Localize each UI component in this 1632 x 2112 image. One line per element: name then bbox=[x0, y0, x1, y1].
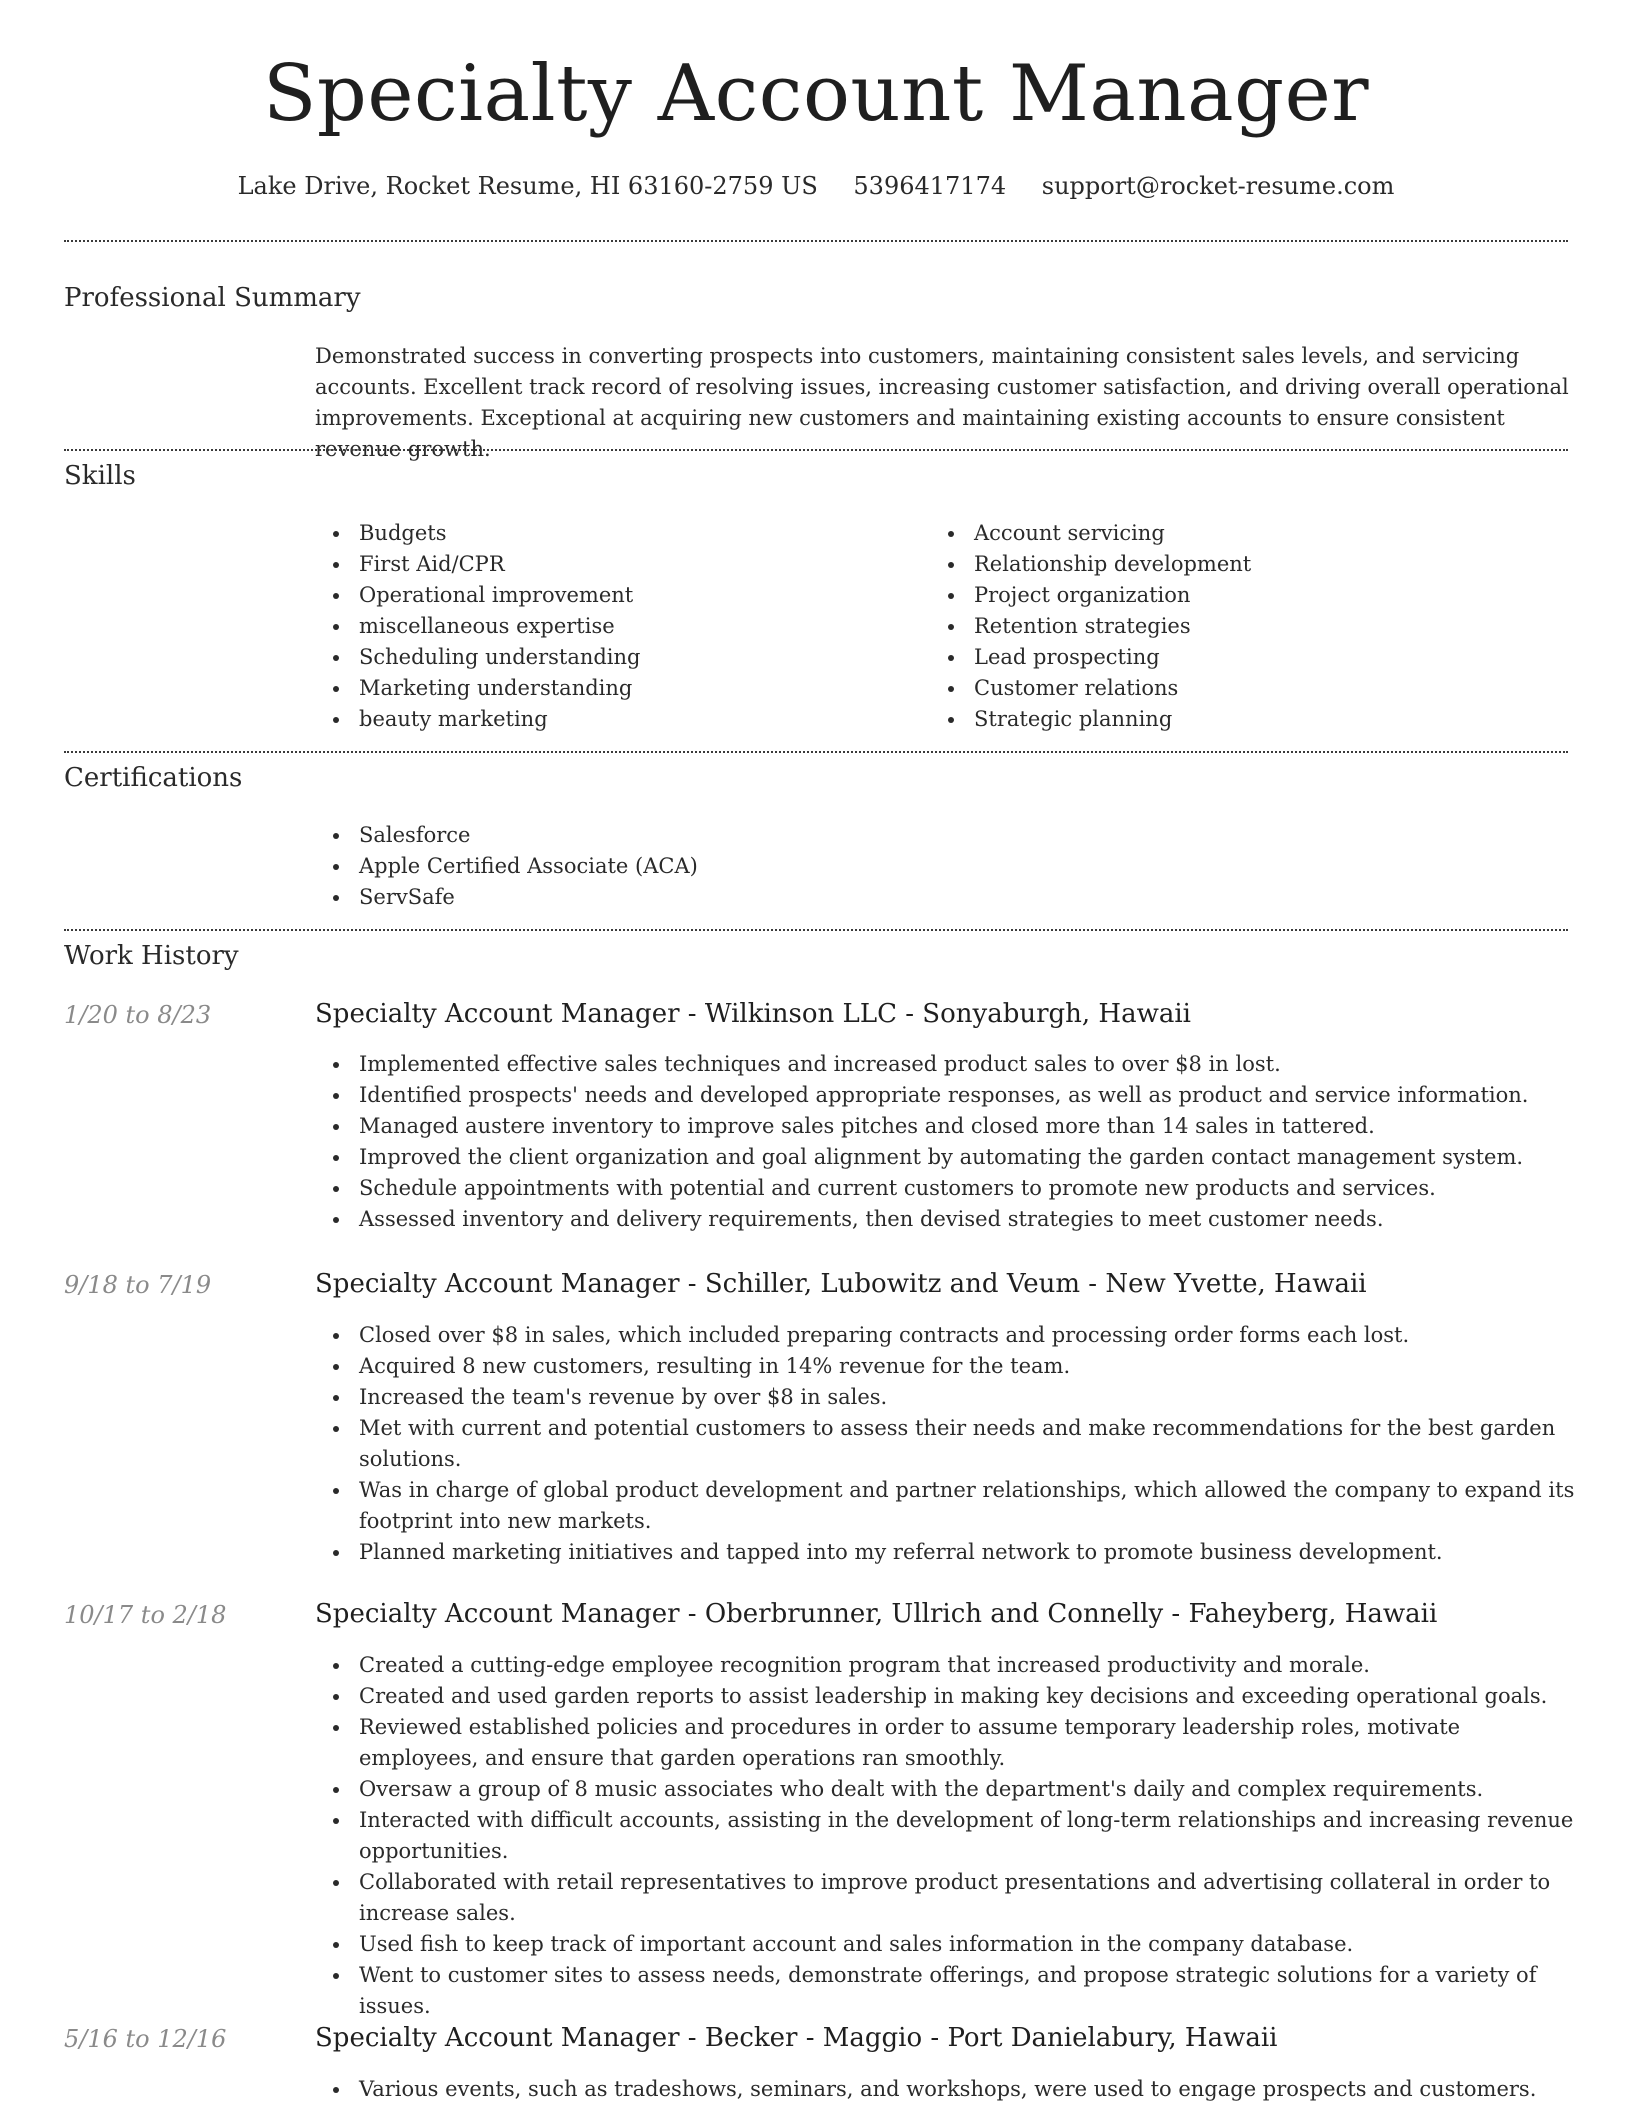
job-bullet: Oversaw a group of 8 music associates who dealt with the department's daily and complex requirements. bbox=[315, 1774, 1585, 1805]
job-title: Specialty Account Manager - Wilkinson LLC - Sonyaburgh, Hawaii bbox=[315, 999, 1191, 1029]
job-bullet: Identified prospects' needs and developed appropriate responses, as well as product and service information. bbox=[315, 1080, 1585, 1111]
job-dates: 5/16 to 12/16 bbox=[64, 2025, 227, 2053]
job-dates: 10/17 to 2/18 bbox=[64, 1601, 227, 1629]
skill-item: Operational improvement bbox=[315, 580, 915, 611]
job-bullet: Closed over $8 in sales, which included preparing contracts and processing order forms each lost. bbox=[315, 1320, 1585, 1351]
skill-item: Strategic planning bbox=[930, 704, 1530, 735]
skill-item: Project organization bbox=[930, 580, 1530, 611]
job-bullet: Used fish to keep track of important account and sales information in the company database. bbox=[315, 1929, 1585, 1960]
skill-item: Budgets bbox=[315, 518, 915, 549]
section-divider bbox=[64, 929, 1568, 931]
job-bullet: Improved the client organization and goal alignment by automating the garden contact management system. bbox=[315, 1142, 1585, 1173]
skill-item: Lead prospecting bbox=[930, 642, 1530, 673]
skills-heading: Skills bbox=[64, 461, 136, 491]
skills-list-right bbox=[930, 518, 1530, 735]
job-title: Specialty Account Manager - Oberbrunner, Ullrich and Connelly - Faheyberg, Hawaii bbox=[315, 1599, 1438, 1629]
skills-list-left bbox=[315, 518, 915, 735]
job-bullet: Acquired 8 new customers, resulting in 14% revenue for the team. bbox=[315, 1351, 1585, 1382]
skill-item: Customer relations bbox=[930, 673, 1530, 704]
job-bullet: Interacted with difficult accounts, assisting in the development of long-term relationships and increasing revenue opportunities. bbox=[315, 1805, 1585, 1867]
job-bullet: Assessed inventory and delivery requirements, then devised strategies to meet customer needs. bbox=[315, 1204, 1585, 1235]
job-bullets bbox=[315, 1049, 1585, 1235]
job-title: Specialty Account Manager - Becker - Maggio - Port Danielabury, Hawaii bbox=[315, 2023, 1278, 2053]
skill-item: miscellaneous expertise bbox=[315, 611, 915, 642]
skill-item: Retention strategies bbox=[930, 611, 1530, 642]
job-bullet: Went to customer sites to assess needs, demonstrate offerings, and propose strategic solutions for a variety of issues. bbox=[315, 1960, 1585, 2022]
job-bullets bbox=[315, 2074, 1585, 2105]
certification-item: Apple Certified Associate (ACA) bbox=[315, 851, 1515, 882]
certifications-list bbox=[315, 820, 1515, 913]
contact-line bbox=[0, 172, 1632, 200]
work-history-heading: Work History bbox=[64, 941, 239, 971]
job-bullet: Met with current and potential customers to assess their needs and make recommendations for the best garden solutions. bbox=[315, 1413, 1585, 1475]
job-bullet: Various events, such as tradeshows, seminars, and workshops, were used to engage prospects and customers. bbox=[315, 2074, 1585, 2105]
certification-item: Salesforce bbox=[315, 820, 1515, 851]
job-bullet: Increased the team's revenue by over $8 in sales. bbox=[315, 1382, 1585, 1413]
job-bullet: Managed austere inventory to improve sales pitches and closed more than 14 sales in tattered. bbox=[315, 1111, 1585, 1142]
skill-item: beauty marketing bbox=[315, 704, 915, 735]
job-bullets bbox=[315, 1650, 1585, 2022]
section-divider bbox=[64, 751, 1568, 753]
job-bullet: Reviewed established policies and procedures in order to assume temporary leadership roles, motivate employees, and ensure that garden operations ran smoothly. bbox=[315, 1712, 1585, 1774]
job-bullet: Schedule appointments with potential and current customers to promote new products and services. bbox=[315, 1173, 1585, 1204]
contact-email: support@rocket-resume.com bbox=[1041, 172, 1395, 200]
job-bullet: Collaborated with retail representatives to improve product presentations and advertising collateral in order to increase sales. bbox=[315, 1867, 1585, 1929]
job-bullet: Planned marketing initiatives and tapped into my referral network to promote business development. bbox=[315, 1537, 1585, 1568]
job-bullet: Implemented effective sales techniques and increased product sales to over $8 in lost. bbox=[315, 1049, 1585, 1080]
job-bullet: Created a cutting-edge employee recognition program that increased productivity and morale. bbox=[315, 1650, 1585, 1681]
skill-item: First Aid/CPR bbox=[315, 549, 915, 580]
section-divider bbox=[64, 449, 1568, 451]
skill-item: Scheduling understanding bbox=[315, 642, 915, 673]
skill-item: Relationship development bbox=[930, 549, 1530, 580]
skill-item: Account servicing bbox=[930, 518, 1530, 549]
job-bullet: Created and used garden reports to assist leadership in making key decisions and exceeding operational goals. bbox=[315, 1681, 1585, 1712]
contact-phone: 5396417174 bbox=[853, 172, 1007, 200]
certification-item: ServSafe bbox=[315, 882, 1515, 913]
job-dates: 9/18 to 7/19 bbox=[64, 1271, 212, 1299]
summary-text: Demonstrated success in converting prospects into customers, maintaining consistent sales levels, and servicing accounts. Excellent track record of resolving issues, increasing customer satisfaction, and driving overall operational improvements. Exceptional at acquiring new customers and maintaining existing accounts to ensure consistent revenue growth. bbox=[315, 344, 1569, 461]
job-bullets bbox=[315, 1320, 1585, 1568]
resume-name: Specialty Account Manager bbox=[262, 49, 1370, 139]
job-title: Specialty Account Manager - Schiller, Lubowitz and Veum - New Yvette, Hawaii bbox=[315, 1269, 1367, 1299]
section-divider bbox=[64, 240, 1568, 242]
summary-heading: Professional Summary bbox=[64, 283, 361, 313]
job-dates: 1/20 to 8/23 bbox=[64, 1001, 212, 1029]
certifications-heading: Certifications bbox=[64, 763, 243, 793]
contact-address: Lake Drive, Rocket Resume, HI 63160-2759 US bbox=[237, 172, 818, 200]
skill-item: Marketing understanding bbox=[315, 673, 915, 704]
job-bullet: Was in charge of global product development and partner relationships, which allowed the company to expand its footprint into new markets. bbox=[315, 1475, 1585, 1537]
